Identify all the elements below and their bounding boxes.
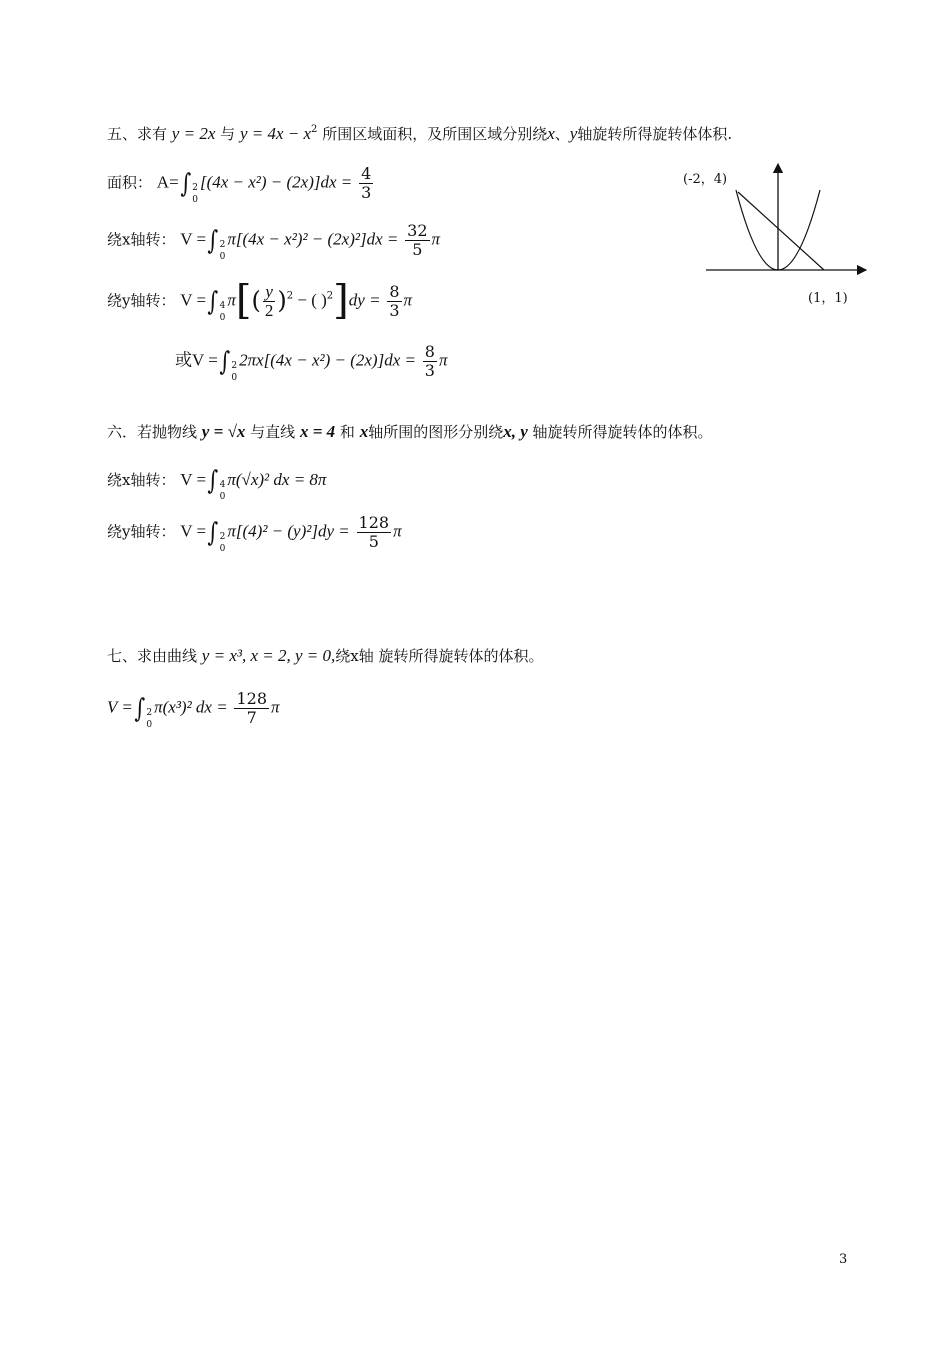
area-formula (107, 165, 375, 206)
integral-sign: ∫ (207, 225, 219, 256)
minus-sign: − (293, 290, 312, 310)
problem6-axis: x (359, 422, 369, 441)
integral-limits: 4 0 (219, 300, 226, 323)
integral-sign: ∫ (207, 286, 219, 317)
right-bracket: ] (333, 277, 349, 324)
rot-y-result: $\frac{8}{3}$ (389, 282, 400, 320)
p7-result: $\frac{128}{7}$ (236, 689, 268, 727)
problem5-end: 轴旋转所得旋转体体积. (577, 125, 733, 143)
problem7-statement (107, 646, 544, 666)
rot-y-alt-body: 2πx[(4x − x²) − (2x)]dx = (239, 350, 416, 370)
problem5-axis-y: y (569, 124, 578, 143)
rot-x-body: π[(4x − x²)² − (2x)²]dx = (227, 229, 399, 249)
p6-x-var: V = (180, 470, 207, 489)
problem5-statement (107, 120, 732, 144)
area-result: $\frac{4}{3}$ (361, 164, 372, 202)
rot-y-dy: dy = (348, 290, 381, 310)
integral-limits: 2 0 (146, 707, 153, 730)
area-body: [(4x − x²) − (2x)]dx = (199, 172, 353, 192)
integral-sign: ∫ (180, 168, 191, 199)
problem6-axes: x, y (503, 422, 528, 441)
rot-x-tail: π (431, 229, 441, 249)
problem5-mid1: 与 (220, 125, 236, 143)
diagram-label-top: (-2，4) (683, 172, 728, 187)
problem6-end: 轴旋转所得旋转体的体积。 (532, 423, 713, 441)
rot-x-result: $\frac{32}{5}$ (407, 221, 428, 259)
rot-x-var: V = (180, 229, 207, 249)
rot-y-label: 绕y轴转： (107, 291, 176, 310)
integral-sign: ∫ (207, 466, 219, 496)
diagram-label-bottom: (1，1) (808, 291, 848, 306)
rot-y-alt-tail: π (438, 350, 448, 370)
p6-x-formula (107, 466, 327, 503)
area-var: A= (156, 172, 179, 192)
area-label: 面积： (107, 173, 153, 192)
problem6-eq2: x = 4 (299, 422, 336, 441)
p6-y-var: V = (180, 521, 207, 541)
integral-limits: 4 0 (219, 480, 226, 502)
problem5-eq1: y = 2x (171, 124, 216, 143)
p7-answer (107, 690, 280, 731)
line-curve (738, 192, 824, 270)
problem7-mid: 绕x轴 (335, 647, 374, 665)
empty-paren: ( ) (311, 290, 327, 310)
right-paren: ) (277, 286, 287, 315)
problem5-sep: 、 (554, 125, 570, 143)
rot-y-alt-formula (175, 343, 447, 384)
p6-y-label: 绕y轴转： (107, 522, 176, 541)
p7-body: π(x³)² dx = (154, 697, 228, 717)
p6-y-formula (107, 514, 402, 555)
square-exp: 2 (286, 290, 294, 302)
rot-y-var: V = (180, 290, 207, 310)
integral-limits: 2 0 (219, 531, 226, 554)
integral-sign: ∫ (219, 346, 231, 377)
left-bracket: [ (235, 277, 252, 324)
integral-limits: 2 0 (192, 182, 198, 205)
problem5-axis-x: x (547, 124, 555, 143)
problem5-prefix: 五、求有 (107, 125, 168, 143)
problem5-exp: 2 (311, 124, 318, 135)
rot-x-formula (107, 222, 440, 263)
problem6-prefix: 六．若抛物线 (107, 423, 198, 441)
rot-y-tail: π (403, 290, 413, 310)
p6-y-body: π[(4)² − (y)²]dy = (227, 521, 350, 541)
problem5-suffix: 所围区域面积，及所围区域分别绕 (322, 125, 548, 143)
problem7-prefix: 七、求由曲线 (107, 647, 198, 665)
p6-x-label: 绕x轴转： (107, 471, 176, 489)
left-paren: ( (251, 286, 261, 315)
problem6-suffix: 轴所围的图形分别绕 (368, 423, 504, 441)
problem6-statement (107, 422, 713, 442)
problem6-mid2: 和 (339, 423, 355, 441)
p7-tail: π (271, 697, 280, 717)
integral-sign: ∫ (207, 517, 219, 548)
rot-x-label: 绕x轴转： (107, 230, 176, 249)
p6-x-body: π(√x)² dx = 8π (227, 470, 327, 489)
p7-var: V = (107, 697, 133, 717)
p6-y-tail: π (393, 521, 402, 541)
y-over-2: $\frac{y}{2}$ (264, 282, 274, 320)
p6-y-result: $\frac{128}{5}$ (358, 513, 390, 551)
rot-y-alt-result: $\frac{8}{3}$ (424, 342, 435, 380)
integral-limits: 2 0 (219, 239, 226, 262)
integral-limits: 2 0 (231, 360, 238, 383)
problem6-mid1: 与直线 (250, 423, 296, 441)
square-exp: 2 (326, 290, 334, 302)
rot-y-pi: π (227, 290, 236, 310)
page-number: 3 (839, 1252, 848, 1267)
problem7-eq: y = x³, x = 2, y = 0, (201, 646, 336, 665)
problem6-eq1: y = √x (201, 422, 246, 441)
problem7-end: 旋转所得旋转体的体积。 (378, 647, 544, 665)
integral-sign: ∫ (134, 693, 146, 724)
rot-y-formula (107, 277, 413, 324)
rot-y-alt-prefix: 或V = (175, 350, 218, 370)
problem5-eq2: y = 4x − x (239, 124, 312, 143)
